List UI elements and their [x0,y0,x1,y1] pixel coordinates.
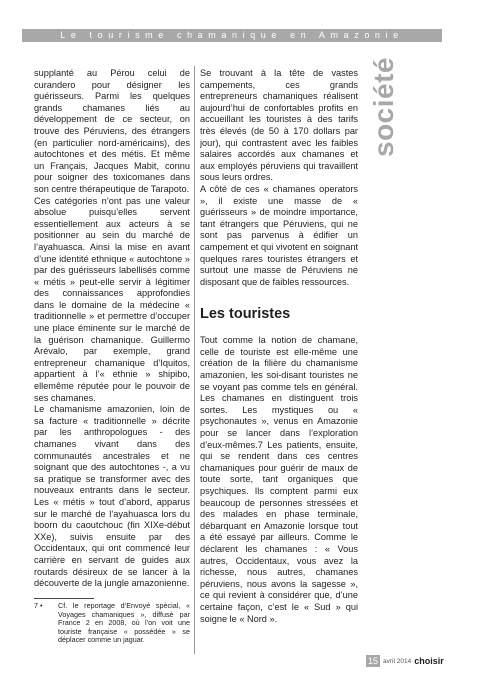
paragraph: Ces catégories n’ont pas une valeur absolue puisqu’elles servent essentiellement aux acteurs à se positionner au sein du marché de l’ayahuasca. Ainsi la mise en avant d’une identité ethnique « autochtone » par des guérisseurs labellisés comme « métis » peut-elle servir à légitimer des connaissances approfondies dans le domaine de la médecine « traditionnelle » et permettre d’occuper une place éminente sur le marché de la guérison chamanique. Guillermo Arévalo, par exemple, grand entrepreneur chamanique d’Iquitos, appartient à l’« ethnie » shipibo, ellemême réputée pour le pouvoir de ses chamanes. [34,195,190,403]
section-label-text: société [368,57,399,157]
footnote-text: Cf. le reportage d’Envoyé spécial, « Voyages chamaniques », diffusé par France 2 en 2008, où l’on voit une touriste française « possédée » se déplacer comme un jaguar. [58,601,190,645]
page-footer [366,655,444,667]
header-band [22,29,442,42]
section-label [357,52,411,162]
running-header-title: Le tourisme chamanique en Amazonie [60,30,404,40]
article-column-left [34,68,190,593]
article-column-right [200,68,358,648]
paragraph: Tout comme la notion de chamane, celle de touriste est elle-même une création de la filière du chamanisme amazonien, les soi-disant touristes ne se voyant pas comme tels en général. Les chamanes en distinguent trois sortes. Les mystiques ou « psychonautes », venus en Amazonie pour se lancer dans l’exploration d’eux-mêmes.7 Les patients, ensuite, qui se rendent dans ces centres chamaniques pour guérir de maux de toute sorte, tant organiques que psychiques. Ils comptent parmi eux beaucoup de personnes stressées et des malades en phase terminale, débarquant en Amazonie lorsque tout a été essayé par ailleurs. Comme le déclarent les chamanes : « Vous autres, Occidentaux, vous avez la richesse, nous autres, chamanes péruviens, nous avons la sagesse », ce qui revient à considérer que, d’une certaine façon, c’est le « Sud » qui soigne le « Nord ». [200,335,358,624]
section-heading: Les touristes [200,306,291,323]
page-number: 15 [368,656,379,666]
paragraph: A côté de ces « chamanes operators », il existe une masse de « guérisseurs » de moindre importance, tant étrangers que Péruviens, qui ne sont pas parvenus à édifier un campement et qui vivotent en soignant quelques rares touristes étrangers et surtout une masse de Péruviens ne disposant que de faibles ressources. [200,183,358,287]
footnote-rule [34,598,94,599]
issue-date: avril 2014 [383,657,412,665]
column-divider [194,66,195,654]
paragraph: Se trouvant à la tête de vastes campements, ces grands entrepreneurs chamaniques réalisent aujourd’hui de confortables profits en accueillant les touristes à des tarifs très élevés (de 50 à 170 dollars par jour), qui contrastent avec les faibles salaires accordés aux chamanes et aux employés péruviens qui travaillent sous leurs ordres. [200,68,358,183]
footnote [34,602,190,645]
paragraph: supplanté au Pérou celui de curandero pour désigner les guérisseurs. Parmi les quelques grands chamanes liés au développement de ce secteur, on trouve des Péruviens, des étrangers (en particulier nord-américains), des autochtones et des métis. Et même un Français, Jacques Mabit, connu pour soigner des toxicomanes dans son centre thérapeutique de Tarapoto. [34,68,190,194]
magazine-name: choisir [414,656,444,666]
paragraph: Le chamanisme amazonien, loin de sa facture « traditionnelle » décrite par les anthropologues - des chamanes vivant dans des communautés ancestrales et ne soignant que des autochtones -, a vu sa pratique se transformer avec des nouveaux entrants dans le secteur. Les « métis » tout d’abord, apparus sur le marché de l’ayahuasca lors du boorn du caoutchouc (fin XIXe-début XXe), suivis ensuite par des Occidentaux, qui ont commencé leur carrière en servant de guides aux routards désireux de se lancer à la découverte de la jungle amazonienne. [34,404,190,589]
footnote-number: 7 • [34,601,43,610]
